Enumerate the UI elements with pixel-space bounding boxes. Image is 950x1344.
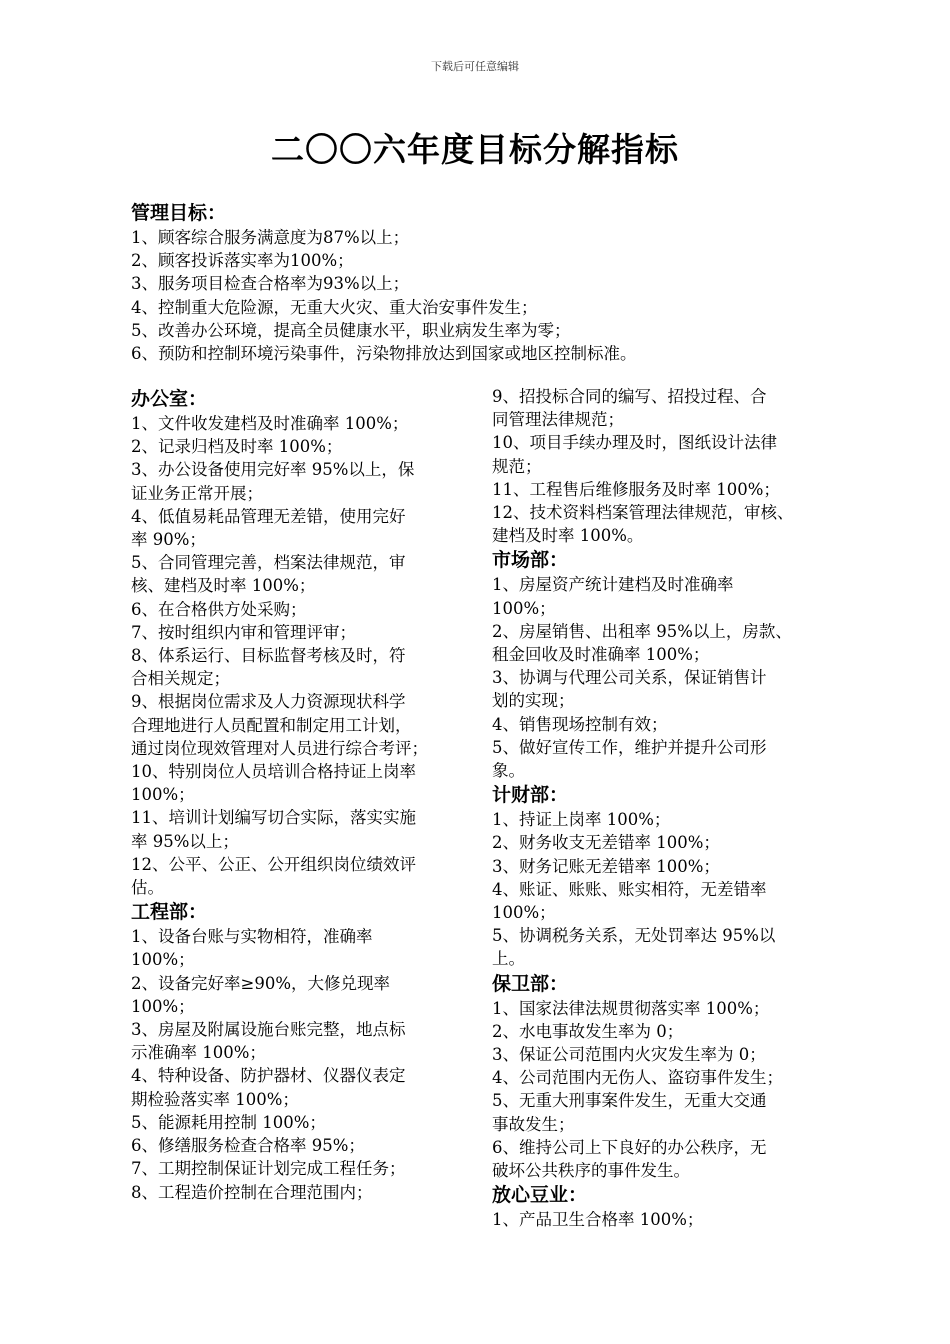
goal-line: 示准确率 100%； (131, 1043, 266, 1063)
management-goals-heading: 管理目标： (131, 202, 227, 224)
goal-line: 通过岗位现效管理对人员进行综合考评； (131, 738, 428, 758)
goal-line: 5、无重大刑事案件发生，无重大交通 (492, 1091, 767, 1111)
goal-line: 破坏公共秩序的事件发生。 (492, 1161, 690, 1181)
goal-line: 100%； (492, 903, 556, 923)
goal-line: 4、低值易耗品管理无差错，使用完好 (131, 506, 406, 526)
goal-line: 划的实现； (492, 691, 575, 711)
goal-line: 3、保证公司范围内火灾发生率为 0； (492, 1045, 766, 1065)
goal-line: 4、销售现场控制有效； (492, 714, 668, 734)
goal-line: 5、做好宣传工作，维护并提升公司形 (492, 737, 767, 757)
department-section (131, 386, 476, 899)
goal-line: 事故发生； (492, 1114, 575, 1134)
goal-line: 10、项目手续办理及时，图纸设计法律 (492, 433, 777, 453)
goal-line: 11、工程售后维修服务及时率 100%； (492, 479, 780, 499)
goal-line: 4、特种设备、防护器材、仪器仪表定 (131, 1066, 406, 1086)
goal-line: 3、办公设备使用完好率 95%以上，保 (131, 460, 415, 480)
goal-line: 建档及时率 100%。 (492, 526, 644, 546)
goal-line: 1、持证上岗率 100%； (492, 810, 671, 830)
department-heading: 办公室： (131, 388, 208, 410)
goal-line: 1、房屋资产统计建档及时准确率 (492, 575, 734, 595)
department-section (492, 547, 837, 782)
goal-line: 2、记录归档及时率 100%； (131, 437, 343, 457)
goal-line: 3、协调与代理公司关系，保证销售计 (492, 668, 767, 688)
goal-line: 7、按时组织内审和管理评审； (131, 622, 356, 642)
goal-line: 上。 (492, 949, 525, 969)
department-section (492, 1182, 837, 1231)
goal-line: 9、根据岗位需求及人力资源现状科学 (131, 692, 406, 712)
department-section (492, 971, 837, 1183)
goal-line: 4、公司范围内无伤人、盗窃事件发生； (492, 1068, 783, 1088)
department-section (492, 782, 837, 970)
goal-line: 1、产品卫生合格率 100%； (492, 1210, 704, 1230)
department-heading: 放心豆业： (492, 1184, 588, 1207)
goal-line: 合相关规定； (131, 669, 230, 689)
goal-line: 合理地进行人员配置和制定用工计划， (131, 715, 412, 735)
management-goal-item: 4、控制重大危险源，无重大火灾、重大治安事件发生； (131, 297, 538, 317)
goal-line: 1、设备台账与实物相符，准确率 (131, 927, 373, 947)
goal-line: 3、财务记账无差错率 100%； (492, 856, 720, 876)
goal-line: 核、建档及时率 100%； (131, 576, 316, 596)
goal-line: 6、维持公司上下良好的办公秩序，无 (492, 1137, 767, 1157)
goal-line: 证业务正常开展； (131, 483, 263, 503)
goal-line: 同管理法律规范； (492, 410, 624, 430)
management-goals-list (131, 226, 831, 365)
goal-line: 1、文件收发建档及时准确率 100%； (131, 414, 409, 433)
management-goal-item: 2、顾客投诉落实率为100%； (131, 251, 354, 271)
right-column (492, 385, 837, 1232)
goal-line: 12、公平、公正、公开组织岗位绩效评 (131, 854, 416, 874)
goal-line: 6、修缮服务检查合格率 95%； (131, 1136, 365, 1156)
header-note: 下载后可任意编辑 (431, 60, 519, 73)
management-goals-section (131, 200, 831, 365)
goal-line: 5、能源耗用控制 100%； (131, 1112, 326, 1132)
goal-line: 1、国家法律法规贯彻落实率 100%； (492, 998, 770, 1018)
goal-line: 估。 (131, 878, 164, 898)
goal-line: 5、协调税务关系，无处罚率达 95%以 (492, 926, 776, 946)
goal-line: 100%； (492, 598, 556, 618)
left-column (131, 386, 476, 1204)
goal-line: 租金回收及时准确率 100%； (492, 645, 710, 665)
management-goal-item: 6、预防和控制环境污染事件，污染物排放达到国家或地区控制标准。 (131, 344, 637, 364)
goal-line: 6、在合格供方处采购； (131, 599, 307, 619)
department-heading: 工程部： (131, 901, 208, 924)
management-goal-item: 3、服务项目检查合格率为93%以上； (131, 274, 410, 294)
goal-line: 7、工期控制保证计划完成工程任务； (131, 1159, 406, 1179)
department-heading: 保卫部： (492, 972, 569, 995)
goal-line: 规范； (492, 456, 542, 476)
management-goal-item: 1、顾客综合服务满意度为87%以上； (131, 228, 410, 247)
goal-line: 期检验落实率 100%； (131, 1089, 299, 1109)
department-section (492, 385, 837, 547)
goal-line: 100%； (131, 950, 195, 970)
goal-line: 3、房屋及附属设施台账完整，地点标 (131, 1020, 406, 1040)
goal-line: 2、房屋销售、出租率 95%以上，房款、 (492, 621, 792, 641)
goal-line: 12、技术资料档案管理法律规范，审核、 (492, 503, 794, 523)
goal-line: 8、体系运行、目标监督考核及时，符 (131, 646, 406, 666)
goal-line: 10、特别岗位人员培训合格持证上岗率 (131, 762, 416, 782)
goal-line: 象。 (492, 761, 525, 781)
goal-line: 8、工程造价控制在合理范围内； (131, 1182, 373, 1202)
goal-line: 9、招投标合同的编写、招投过程、合 (492, 387, 767, 406)
goal-line: 率 90%； (131, 530, 206, 550)
goal-line: 2、设备完好率≥90%，大修兑现率 (131, 973, 390, 993)
goal-line: 11、培训计划编写切合实际，落实实施 (131, 808, 416, 828)
goal-line: 5、合同管理完善，档案法律规范，审 (131, 553, 406, 573)
department-heading: 市场部： (492, 549, 569, 572)
goal-line: 4、账证、账账、账实相符，无差错率 (492, 879, 767, 899)
goal-line: 100%； (131, 996, 195, 1016)
department-heading: 计财部： (492, 784, 569, 807)
department-section (131, 899, 476, 1203)
management-goal-item: 5、改善办公环境，提高全员健康水平，职业病发生率为零； (131, 320, 571, 340)
document-title: 二〇〇六年度目标分解指标 (271, 130, 679, 169)
goal-line: 2、水电事故发生率为 0； (492, 1021, 684, 1041)
goal-line: 2、财务收支无差错率 100%； (492, 833, 720, 853)
goal-line: 率 95%以上； (131, 831, 239, 851)
goal-line: 100%； (131, 785, 195, 805)
